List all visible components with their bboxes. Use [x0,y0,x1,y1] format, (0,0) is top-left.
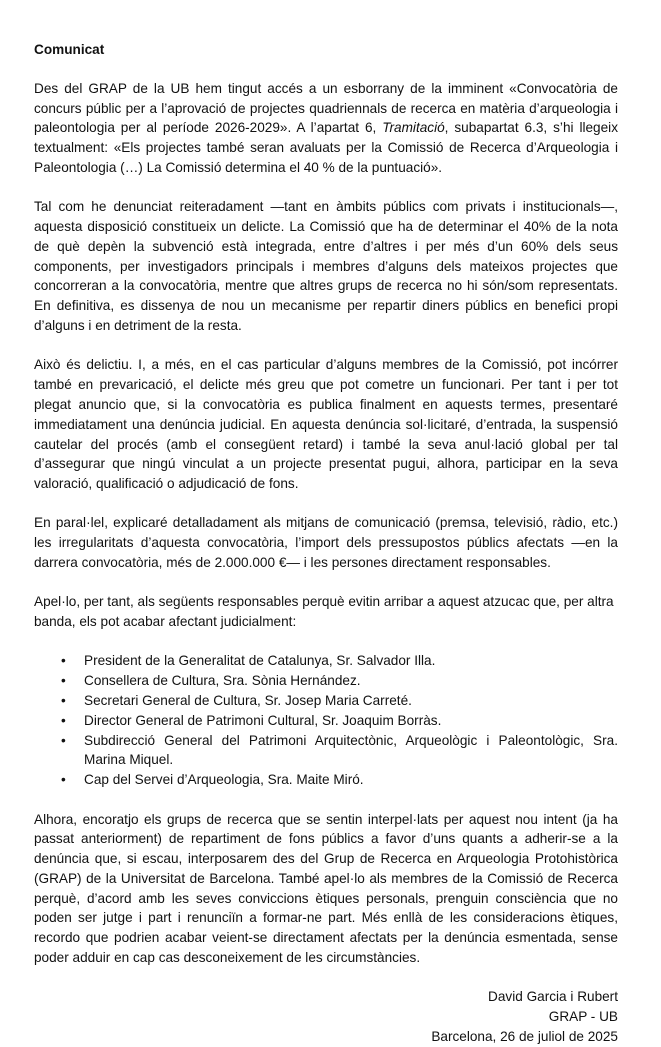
paragraph-3: Això és delictiu. I, a més, en el cas particular d’alguns membres de la Comissió, pot incórrer també en prevaricació, el delicte més greu que pot cometre un funcionari. Per tant i per tot plegat anuncio que, si la convocatòria es publica finalment en aquests termes, presentaré immediatament una denúncia judicial. En aquesta denúncia sol·licitaré, d’entrada, la suspensió cautelar del procés (amb el consegüent retard) i també la seva anul·lació global per tal d’assegurar que ningú vinculat a un projecte presentat pugui, alhora, participar en la seva valoració, qualificació o adjudicació de fons. [34,357,618,492]
bullet-icon: • [61,732,66,748]
signature-place-date: Barcelona, 26 de juliol de 2025 [431,1028,618,1044]
paragraph-6: Alhora, encoratjo els grups de recerca que se sentin interpel·lats per aquest nou intent (ja ha passat anteriorment) de repartiment de fons públics a favor d’uns quants a adherir-se a la denúncia que, si escau, interposarem des del Grup de Recerca en Arqueologia Protohistòrica (GRAP) de la Universitat de Barcelona. També apel·lo als membres de la Comissió de Recerca perquè, d’acord amb les seves conviccions ètiques personals, prenguin consciència que no poden ser jutge i part i renunciïn a formar-ne part. Més enllà de les consideracions ètiques, recordo que podrien acabar veient-se directament afectats per la denúncia esmentada, sense poder adduir en cap cas desconeixement de les circumstàncies. [34,811,618,966]
paragraph-2: Tal com he denunciat reiteradament —tant en àmbits públics com privats i institucionals—, aquesta disposició constitueix un delicte. La Comissió que ha de determinar el 40% de la nota de què depèn la subvenció està integrada, entre d’altres i per més d’un 60% dels seus components, per investigadors principals i membres d’alguns dels mateixos projectes que concorreran a la convocatòria, mentre que altres grups de recerca no hi són/som representats. En definitiva, es dissenya de nou un mecanisme per repartir diners públics en benefici propi d’alguns i en detriment de la resta. [34,199,618,334]
bullet-icon: • [61,712,66,728]
list-item [34,651,618,671]
bullet-icon: • [61,653,66,669]
document-page [34,40,618,1047]
list-item [34,711,618,731]
responsables-list [34,651,618,790]
paragraph-1 [34,79,618,178]
paragraph-5: Apel·lo, per tant, als següents responsables perquè evitin arribar a aquest atzucac que, per altra banda, els pot acabar afectant judicialment: [34,594,614,630]
bullet-icon: • [61,673,66,689]
list-item-text: Secretari General de Cultura, Sr. Josep Maria Carreté. [84,693,412,709]
signature-group: GRAP - UB [548,1009,618,1025]
paragraph-4: En paral·lel, explicaré detalladament als mitjans de comunicació (premsa, televisió, ràdio, etc.) les irregularitats d’aquesta convocatòria, l’import dels pressupostos públics afectats —en la darrera convocatòria, més de 2.000.000 €— i les persones directament responsables. [34,515,618,571]
list-item-text: Subdirecció General del Patrimoni Arquitectònic, Arqueològic i Paleontològic, Sra. Marina Miquel. [84,732,618,768]
document-title: Comunicat [34,42,105,57]
list-item-text: Director General de Patrimoni Cultural, Sr. Joaquim Borràs. [84,712,442,728]
list-item [34,691,618,711]
signature-name: David Garcia i Rubert [488,989,618,1005]
paragraph-1-text-a: Des del GRAP de la UB hem tingut accés a un esborrany de la imminent «Convocatòria de concurs públic per a l’aprovació de projectes quadriennals de recerca en matèria d’arqueologia i paleontologia per al període 2026-2029». A l’apartat 6, [34,80,618,136]
list-item-text: President de la Generalitat de Catalunya, Sr. Salvador Illa. [84,653,436,669]
paragraph-1-italic-term: Tramitació [382,120,445,136]
list-item [34,731,618,771]
signature-block [34,987,618,1046]
list-item-text: Cap del Servei d’Arqueologia, Sra. Maite Miró. [84,772,364,788]
list-item [34,770,618,790]
bullet-icon: • [61,693,66,709]
list-item [34,671,618,691]
paragraph-1-text-b: , subapartat 6.3, s’hi llegeix textualment: «Els projectes també seran avaluats per la Comissió de Recerca d’Arqueologia i Paleontologia (…) La Comissió determina el 40 % de la puntuació». [34,120,618,175]
bullet-icon: • [61,772,66,788]
list-item-text: Consellera de Cultura, Sra. Sònia Hernández. [84,673,361,689]
